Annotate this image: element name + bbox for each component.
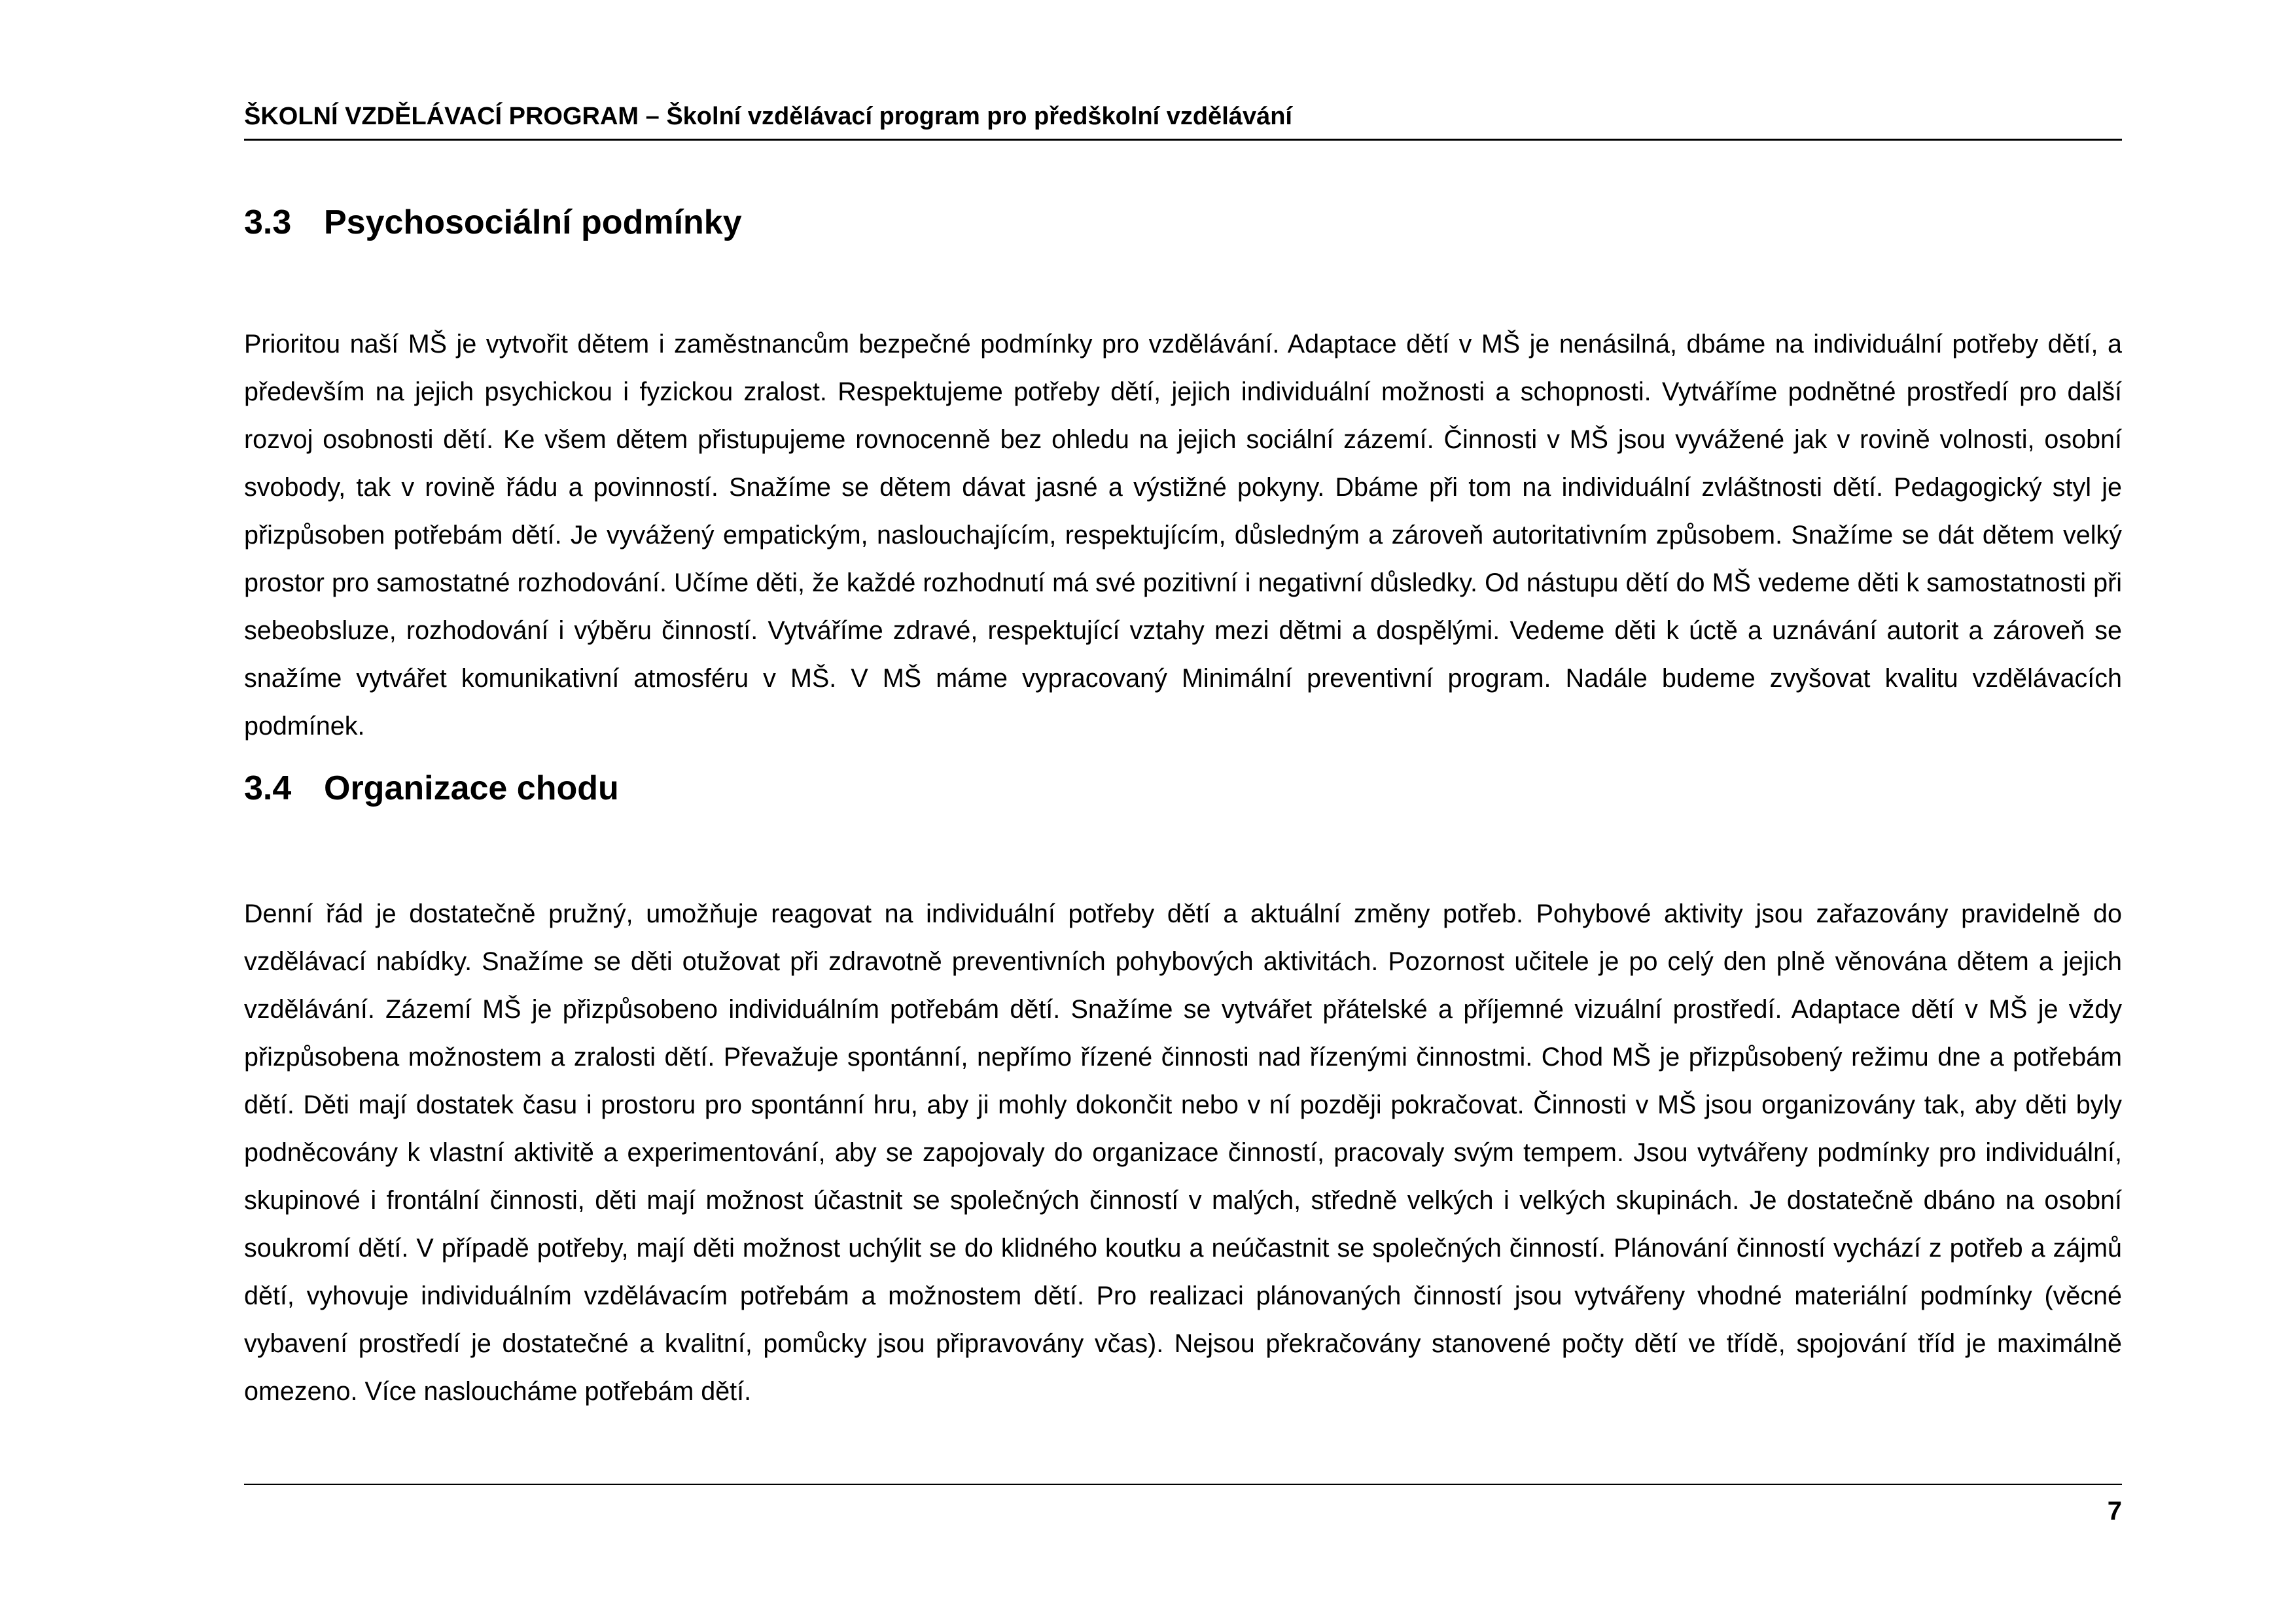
header-divider	[244, 139, 2122, 141]
section-heading	[244, 196, 2122, 249]
section-number: 3.4	[244, 769, 292, 807]
page-number: 7	[2107, 1497, 2122, 1526]
running-header: ŠKOLNÍ VZDĚLÁVACÍ PROGRAM – Školní vzdělávací program pro předškolní vzdělávání	[244, 103, 1292, 130]
section-organization	[244, 762, 2122, 1416]
section-number: 3.3	[244, 203, 292, 241]
section-title: Psychosociální podmínky	[324, 203, 742, 241]
footer-divider	[244, 1484, 2122, 1485]
section-psychosocial-conditions	[244, 196, 2122, 750]
section-title: Organizace chodu	[324, 769, 619, 807]
section-body: Denní řád je dostatečně pružný, umožňuje reagovat na individuální potřeby dětí a aktuální změny potřeb. Pohybové aktivity jsou zařazovány pravidelně do vzdělávací nabídky. Snažíme se děti otužovat při zdravotně preventivních pohybových aktivitách. Pozornost učitele je po celý den plně věnována dětem a jejich vzdělávání. Zázemí MŠ je přizpůsobeno individuálním potřebám dětí. Snažíme se vytvářet přátelské a příjemné vizuální prostředí. Adaptace dětí v MŠ je vždy přizpůsobena možnostem a zralosti dětí. Převažuje spontánní, nepřímo řízené činnosti nad řízenými činnostmi. Chod MŠ je přizpůsobený režimu dne a potřebám dětí. Děti mají dostatek času i prostoru pro spontánní hru, aby ji mohly dokončit nebo v ní později pokračovat. Činnosti v MŠ jsou organizovány tak, aby děti byly podněcovány k vlastní aktivitě a experimentování, aby se zapojovaly do organizace činností, pracovaly svým tempem. Jsou vytvářeny podmínky pro individuální, skupinové i frontální činnosti, děti mají možnost účastnit se společných činností v malých, středně velkých i velkých skupinách. Je dostatečně dbáno na osobní soukromí dětí. V případě potřeby, mají děti možnost uchýlit se do klidného koutku a neúčastnit se společných činností. Plánování činností vychází z potřeb a zájmů dětí, vyhovuje individuálním vzdělávacím potřebám a možnostem dětí. Pro realizaci plánovaných činností jsou vytvářeny vhodné materiální podmínky (věcné vybavení prostředí je dostatečné a kvalitní, pomůcky jsou připravovány včas). Nejsou překračovány stanovené počty dětí ve třídě, spojování tříd je maximálně omezeno. Více nasloucháme potřebám dětí.	[244, 899, 2122, 1406]
section-heading	[244, 762, 2122, 814]
section-body: Prioritou naší MŠ je vytvořit dětem i zaměstnancům bezpečné podmínky pro vzdělávání. Adaptace dětí v MŠ je nenásilná, dbáme na individuální potřeby dětí, a především na jejich psychickou i fyzickou zralost. Respektujeme potřeby dětí, jejich individuální možnosti a schopnosti. Vytváříme podnětné prostředí pro další rozvoj osobnosti dětí. Ke všem dětem přistupujeme rovnocenně bez ohledu na jejich sociální zázemí. Činnosti v MŠ jsou vyvážené jak v rovině volnosti, osobní svobody, tak v rovině řádu a povinností. Snažíme se dětem dávat jasné a výstižné pokyny. Dbáme při tom na individuální zvláštnosti dětí. Pedagogický styl je přizpůsoben potřebám dětí. Je vyvážený empatickým, naslouchajícím, respektujícím, důsledným a zároveň autoritativním způsobem. Snažíme se dát dětem velký prostor pro samostatné rozhodování. Učíme děti, že každé rozhodnutí má své pozitivní i negativní důsledky. Od nástupu dětí do MŠ vedeme děti k samostatnosti při sebeobsluze, rozhodování i výběru činností. Vytváříme zdravé, respektující vztahy mezi dětmi a dospělými. Vedeme děti k úctě a uznávání autorit a zároveň se snažíme vytvářet komunikativní atmosféru v MŠ. V MŠ máme vypracovaný Minimální preventivní program. Nadále budeme zvyšovat kvalitu vzdělávacích podmínek.	[244, 330, 2122, 741]
